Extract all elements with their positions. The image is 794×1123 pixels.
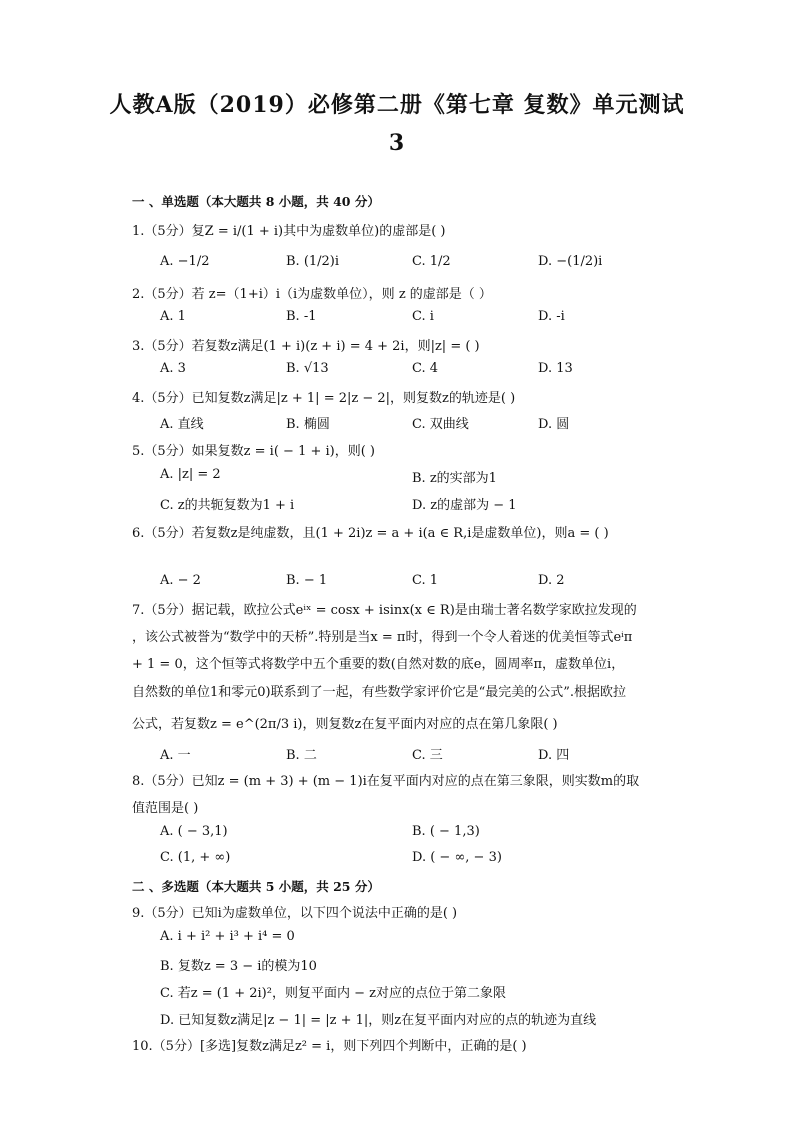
q5-option-c: C. z的共轭复数为1 + i xyxy=(160,498,295,513)
q7-option-d: D. 四 xyxy=(538,748,570,763)
q6-option-b: B. − 1 xyxy=(286,573,328,588)
q8-option-a: A. ( − 3,1) xyxy=(160,824,228,839)
question-3: 3.（5分）若复数z满足(1 + i)(z + i) = 4 + 2i，则|z| = ( ) xyxy=(132,339,480,354)
page-title-line1: 人教A版（2019）必修第二册《第七章 复数》单元测试 xyxy=(109,92,685,118)
q4-option-d: D. 圆 xyxy=(538,417,570,432)
q1-option-b: B. (1/2)i xyxy=(286,254,340,269)
q9-option-c: C. 若z = (1 + 2i)²，则复平面内 − z对应的点位于第二象限 xyxy=(160,986,506,1001)
q3-option-d: D. 13 xyxy=(538,361,573,376)
q6-option-c: C. 1 xyxy=(412,573,439,588)
question-8-line-1: 8.（5分）已知z = (m + 3) + (m − 1)i在复平面内对应的点在第三象限，则实数m的取 xyxy=(132,774,640,789)
q3-option-a: A. 3 xyxy=(160,361,186,376)
q5-option-a: A. |z| = 2 xyxy=(160,467,221,482)
question-7-line-3: + 1 = 0，这个恒等式将数学中五个重要的数(自然对数的底e，圆周率π，虚数单位i， xyxy=(132,657,625,672)
q8-option-b: B. ( − 1,3) xyxy=(412,824,480,839)
q6-option-d: D. 2 xyxy=(538,573,565,588)
question-2: 2.（5分）若 z=（1+i）i（i为虚数单位），则 z 的虚部是（ ） xyxy=(132,287,492,302)
question-7-line-1: 7.（5分）据记载，欧拉公式eⁱˣ = cosx + isinx(x ∈ R)是由瑞士著名数学家欧拉发现的 xyxy=(132,603,637,618)
q5-option-b: B. z的实部为1 xyxy=(412,471,497,486)
q2-option-c: C. i xyxy=(412,309,434,324)
q1-option-c: C. 1/2 xyxy=(412,254,451,269)
page-title-line2: 3 xyxy=(388,130,406,156)
q4-option-b: B. 椭圆 xyxy=(286,417,330,432)
q7-option-a: A. 一 xyxy=(160,748,191,763)
q4-option-c: C. 双曲线 xyxy=(412,417,469,432)
q9-option-a: A. i + i² + i³ + i⁴ = 0 xyxy=(160,929,295,944)
question-7-line-2: ，该公式被誉为“数学中的天桥”.特别是当x = π时，得到一个令人着迷的优美恒等式eⁱπ xyxy=(132,630,633,645)
q2-option-a: A. 1 xyxy=(160,309,186,324)
question-5: 5.（5分）如果复数z = i( − 1 + i)，则( ) xyxy=(132,444,376,459)
q5-option-d: D. z的虚部为 − 1 xyxy=(412,498,517,513)
question-8-line-2: 值范围是( ) xyxy=(132,801,199,816)
q9-option-d: D. 已知复数z满足|z − 1| = |z + 1|，则z在复平面内对应的点的轨迹为直线 xyxy=(160,1013,597,1028)
q1-option-a: A. −1/2 xyxy=(160,254,210,269)
section-heading-single-choice: 一 、单选题（本大题共 8 小题，共 40 分） xyxy=(132,194,380,209)
question-9: 9.（5分）已知i为虚数单位，以下四个说法中正确的是( ) xyxy=(132,906,458,921)
q8-option-c: C. (1, + ∞) xyxy=(160,850,231,865)
section-heading-multi-choice: 二 、多选题（本大题共 5 小题，共 25 分） xyxy=(132,879,380,894)
q2-option-d: D. -i xyxy=(538,309,565,324)
q3-option-c: C. 4 xyxy=(412,361,439,376)
q4-option-a: A. 直线 xyxy=(160,417,204,432)
q7-option-b: B. 二 xyxy=(286,748,317,763)
question-7-line-5: 公式，若复数z = e^(2π/3 i)，则复数z在复平面内对应的点在第几象限( ) xyxy=(132,717,558,732)
question-4: 4.（5分）已知复数z满足|z + 1| = 2|z − 2|，则复数z的轨迹是( ) xyxy=(132,391,516,406)
q2-option-b: B. -1 xyxy=(286,309,317,324)
q1-option-d: D. −(1/2)i xyxy=(538,254,603,269)
q6-option-a: A. − 2 xyxy=(160,573,201,588)
q8-option-d: D. ( − ∞, − 3) xyxy=(412,850,502,865)
q7-option-c: C. 三 xyxy=(412,748,443,763)
q9-option-b: B. 复数z = 3 − i的模为10 xyxy=(160,959,317,974)
question-10: 10.（5分）[多选]复数z满足z² = i，则下列四个判断中，正确的是( ) xyxy=(132,1039,527,1054)
question-7-line-4: 自然数的单位1和零元0)联系到了一起，有些数学家评价它是“最完美的公式”.根据欧拉 xyxy=(132,685,627,700)
question-6: 6.（5分）若复数z是纯虚数，且(1 + 2i)z = a + i(a ∈ R,i是虚数单位)，则a = ( ) xyxy=(132,526,609,541)
q3-option-b: B. √13 xyxy=(286,361,329,376)
question-1: 1.（5分）复Z = i/(1 + i)其中为虚数单位)的虚部是( ) xyxy=(132,224,446,239)
